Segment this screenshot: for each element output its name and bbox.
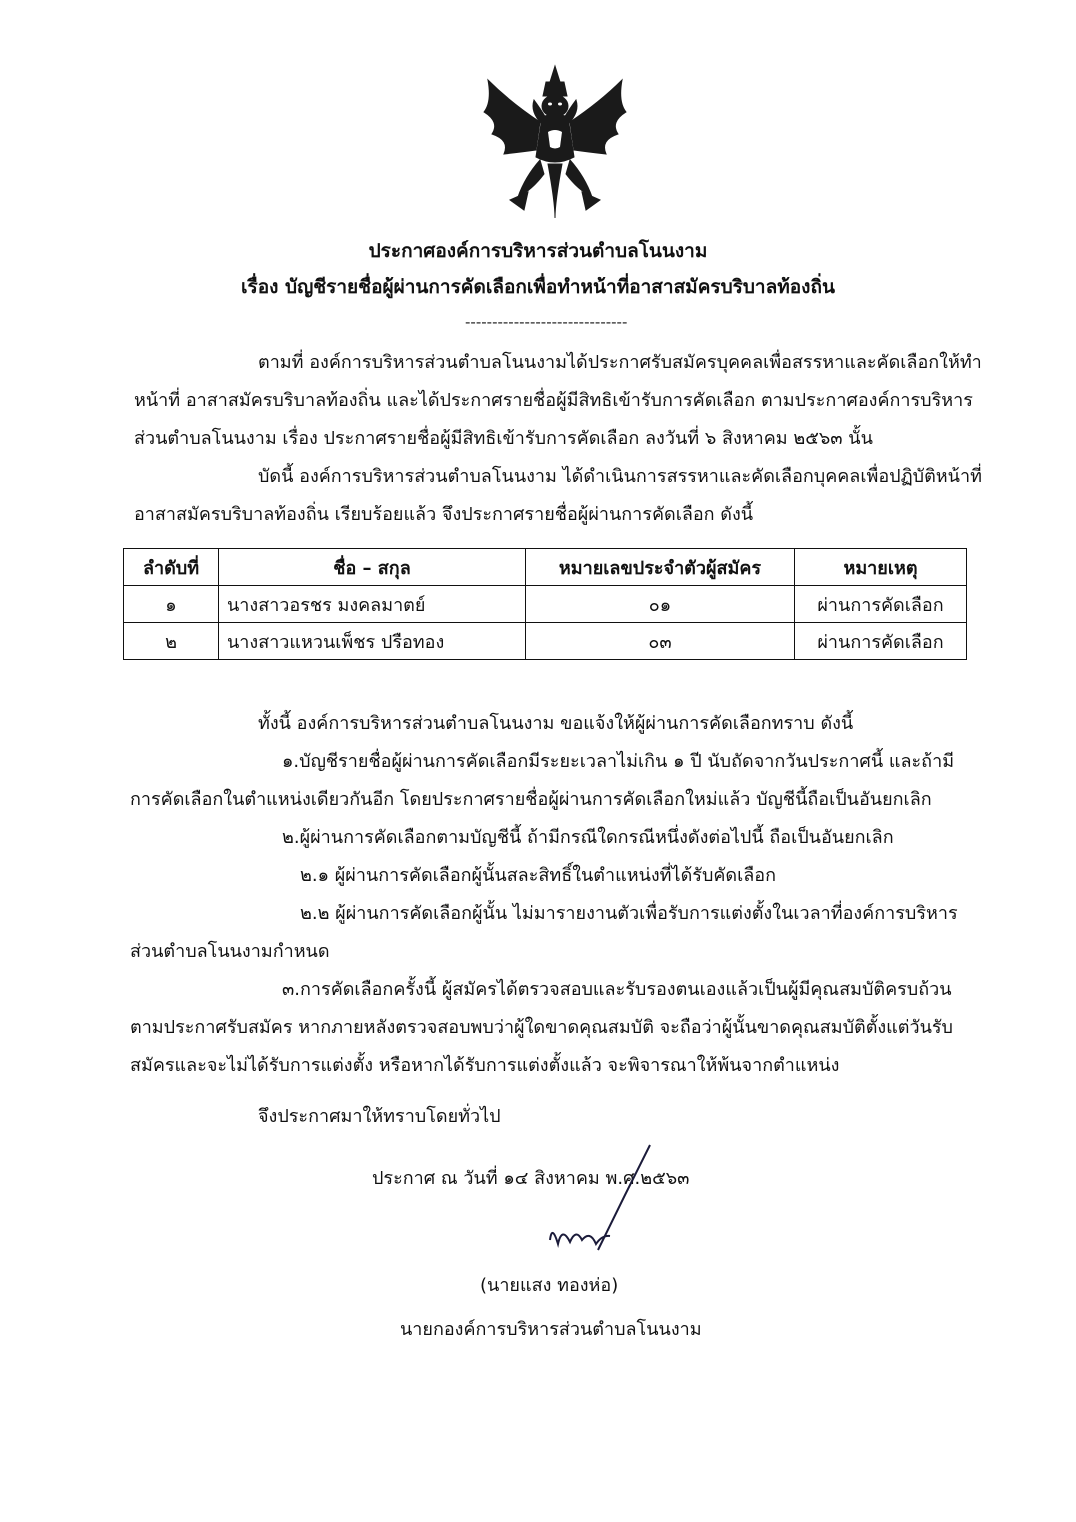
intro-paragraph-1-line-1: ตามที่ องค์การบริหารส่วนตำบลโนนงามได้ประกาศรับสมัครบุคคลเพื่อสรรหาและคัดเลือกให้ทำ bbox=[258, 352, 982, 373]
table-row bbox=[124, 586, 967, 623]
condition-1-line-1: ๑.บัญชีรายชื่อผู้ผ่านการคัดเลือกมีระยะเวลาไม่เกิน ๑ ปี นับถัดจากวันประกาศนี้ และถ้ามี bbox=[282, 751, 955, 772]
separator-line: ------------------------------ bbox=[465, 313, 628, 331]
signatory-name: (นายแสง ทองห่อ) bbox=[480, 1275, 619, 1296]
cell-name: นางสาวอรชร มงคลมาตย์ bbox=[219, 586, 526, 623]
intro-paragraph-2-line-2: อาสาสมัครบริบาลท้องถิ่น เรียบร้อยแล้ว จึงประกาศรายชื่อผู้ผ่านการคัดเลือก ดังนี้ bbox=[134, 504, 754, 525]
condition-2-2-line-1: ๒.๒ ผู้ผ่านการคัดเลือกผู้นั้น ไม่มารายงานตัวเพื่อรับการแต่งตั้งในเวลาที่องค์การบริหาร bbox=[300, 903, 958, 924]
signatory-title: นายกองค์การบริหารส่วนตำบลโนนงาม bbox=[400, 1319, 702, 1340]
cell-remark: ผ่านการคัดเลือก bbox=[795, 623, 967, 660]
cell-order: ๒ bbox=[124, 623, 219, 660]
announcement-title: ประกาศองค์การบริหารส่วนตำบลโนนงาม bbox=[368, 240, 708, 262]
intro-paragraph-1-line-2: หน้าที่ อาสาสมัครบริบาลท้องถิ่น และได้ประกาศรายชื่อผู้มีสิทธิเข้ารับการคัดเลือก ตามประกาศองค์การบริหาร bbox=[134, 390, 973, 411]
condition-2-2-line-2: ส่วนตำบลโนนงามกำหนด bbox=[130, 941, 330, 962]
garuda-emblem-icon bbox=[470, 62, 640, 222]
handwritten-signature-icon bbox=[540, 1140, 660, 1260]
cell-applicant-id: ๐๑ bbox=[526, 586, 795, 623]
candidates-table bbox=[123, 548, 967, 660]
cell-applicant-id: ๐๓ bbox=[526, 623, 795, 660]
condition-1-line-2: การคัดเลือกในตำแหน่งเดียวกันอีก โดยประกาศรายชื่อผู้ผ่านการคัดเลือกใหม่แล้ว บัญชีนี้ถือเป็นอันยกเลิก bbox=[130, 789, 932, 810]
table-row bbox=[124, 623, 967, 660]
column-header-applicant-id: หมายเลขประจำตัวผู้สมัคร bbox=[526, 549, 795, 586]
table-header-row bbox=[124, 549, 967, 586]
closing-announcement: จึงประกาศมาให้ทราบโดยทั่วไป bbox=[258, 1106, 501, 1127]
condition-2-1: ๒.๑ ผู้ผ่านการคัดเลือกผู้นั้นสละสิทธิ์ในตำแหน่งที่ได้รับคัดเลือก bbox=[300, 865, 776, 886]
announcement-date: ประกาศ ณ วันที่ ๑๔ สิงหาคม พ.ศ.๒๕๖๓ bbox=[372, 1168, 690, 1189]
column-header-order: ลำดับที่ bbox=[124, 549, 219, 586]
announcement-subject: เรื่อง บัญชีรายชื่อผู้ผ่านการคัดเลือกเพื่อทำหน้าที่อาสาสมัครบริบาลท้องถิ่น bbox=[241, 276, 835, 298]
condition-3-line-3: สมัครและจะไม่ได้รับการแต่งตั้ง หรือหากได้รับการแต่งตั้งแล้ว จะพิจารณาให้พ้นจากตำแหน่ง bbox=[130, 1055, 840, 1076]
intro-paragraph-1-line-3: ส่วนตำบลโนนงาม เรื่อง ประกาศรายชื่อผู้มีสิทธิเข้ารับการคัดเลือก ลงวันที่ ๖ สิงหาคม ๒๕๖๓ นั้น bbox=[134, 428, 873, 449]
conditions-intro: ทั้งนี้ องค์การบริหารส่วนตำบลโนนงาม ขอแจ้งให้ผู้ผ่านการคัดเลือกทราบ ดังนี้ bbox=[258, 713, 854, 734]
condition-3-line-2: ตามประกาศรับสมัคร หากภายหลังตรวจสอบพบว่าผู้ใดขาดคุณสมบัติ จะถือว่าผู้นั้นขาดคุณสมบัติตั้งแต่วันรับ bbox=[130, 1017, 953, 1038]
column-header-name: ชื่อ – สกุล bbox=[219, 549, 526, 586]
cell-name: นางสาวแหวนเพ็ชร ปรือทอง bbox=[219, 623, 526, 660]
condition-2: ๒.ผู้ผ่านการคัดเลือกตามบัญชีนี้ ถ้ามีกรณีใดกรณีหนึ่งดังต่อไปนี้ ถือเป็นอันยกเลิก bbox=[282, 827, 894, 848]
intro-paragraph-2-line-1: บัดนี้ องค์การบริหารส่วนตำบลโนนงาม ได้ดำเนินการสรรหาและคัดเลือกบุคคลเพื่อปฏิบัติหน้าที่ bbox=[258, 466, 982, 487]
cell-order: ๑ bbox=[124, 586, 219, 623]
cell-remark: ผ่านการคัดเลือก bbox=[795, 586, 967, 623]
column-header-remark: หมายเหตุ bbox=[795, 549, 967, 586]
condition-3-line-1: ๓.การคัดเลือกครั้งนี้ ผู้สมัครได้ตรวจสอบและรับรองตนเองแล้วเป็นผู้มีคุณสมบัติครบถ้วน bbox=[282, 979, 952, 1000]
